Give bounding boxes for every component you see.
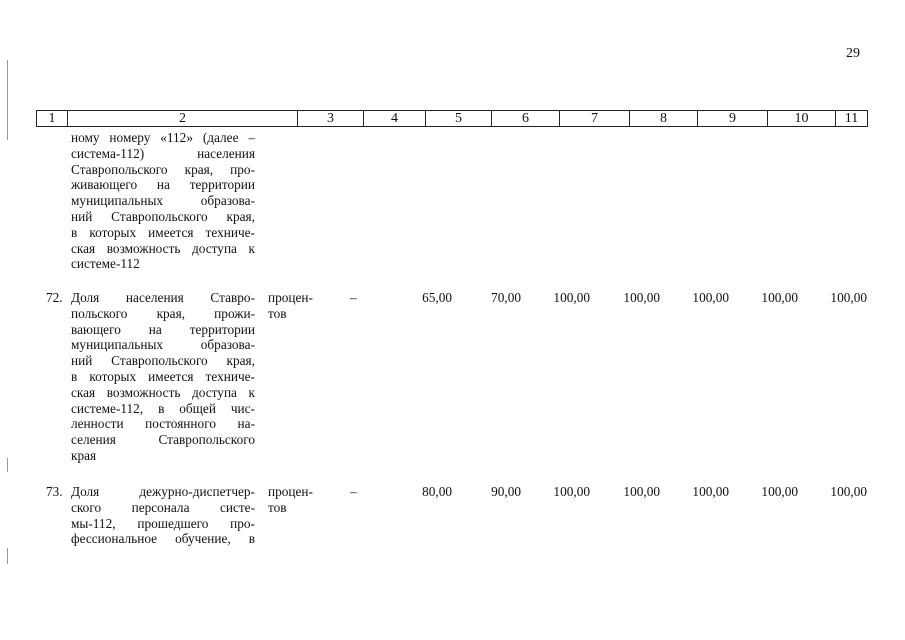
- desc-line: польского края, прожи-: [71, 305, 255, 321]
- desc-line: ному номеру «112» (далее –: [71, 130, 255, 145]
- row-number: 72.: [46, 290, 63, 305]
- header-cell-2: 2: [67, 111, 297, 126]
- header-cell-3: 3: [297, 111, 363, 126]
- scan-margin-mark: [7, 548, 8, 564]
- desc-line: ская возможность доступа к: [71, 240, 255, 256]
- value-col8: 100,00: [623, 484, 660, 499]
- desc-line: системе-112, в общей чис-: [71, 400, 255, 416]
- value-col5: 65,00: [422, 290, 452, 305]
- value-col9: 100,00: [692, 484, 729, 499]
- header-cell-9: 9: [697, 111, 767, 126]
- col4-value: –: [350, 290, 357, 305]
- header-cell-7: 7: [559, 111, 629, 126]
- value-col9: 100,00: [692, 290, 729, 305]
- value-col11: 100,00: [830, 484, 867, 499]
- desc-line: Доля населения Ставро-: [71, 290, 255, 305]
- desc-line: вающего на территории: [71, 321, 255, 337]
- header-cell-5: 5: [425, 111, 491, 126]
- scan-margin-mark: [7, 458, 8, 472]
- row-description: [71, 484, 255, 547]
- desc-line: система-112) населения: [71, 145, 255, 161]
- unit-line: процен-: [268, 290, 313, 305]
- header-cell-4: 4: [363, 111, 425, 126]
- desc-line: живающего на территории: [71, 177, 255, 193]
- desc-line: ленности постоянного на-: [71, 416, 255, 432]
- value-col6: 90,00: [491, 484, 521, 499]
- desc-line: фессиональное обучение, в: [71, 531, 255, 547]
- desc-line: муниципальных образова-: [71, 337, 255, 353]
- value-col8: 100,00: [623, 290, 660, 305]
- desc-line: ская возможность доступа к: [71, 384, 255, 400]
- col4-value: –: [350, 484, 357, 499]
- value-col10: 100,00: [761, 484, 798, 499]
- header-cell-8: 8: [629, 111, 697, 126]
- scan-margin-mark: [7, 60, 8, 140]
- value-col11: 100,00: [830, 290, 867, 305]
- desc-line: системе-112: [71, 256, 140, 272]
- desc-line: ний Ставропольского края,: [71, 208, 255, 224]
- row-number: 73.: [46, 484, 63, 499]
- value-col7: 100,00: [553, 484, 590, 499]
- desc-line: ского персонала систе-: [71, 499, 255, 515]
- page-number: 29: [846, 46, 860, 61]
- desc-line: в которых имеется техниче-: [71, 368, 255, 384]
- header-cell-6: 6: [491, 111, 559, 126]
- desc-line: муниципальных образова-: [71, 193, 255, 209]
- value-col6: 70,00: [491, 290, 521, 305]
- header-cell-1: 1: [48, 111, 56, 126]
- value-col7: 100,00: [553, 290, 590, 305]
- value-col10: 100,00: [761, 290, 798, 305]
- unit-cell: [268, 290, 324, 322]
- header-cell-11: 11: [835, 111, 867, 126]
- desc-line: Доля дежурно-диспетчер-: [71, 484, 255, 499]
- desc-line: Ставропольского края, про-: [71, 161, 255, 177]
- desc-line: в которых имеется техниче-: [71, 224, 255, 240]
- header-cell-10: 10: [767, 111, 835, 126]
- unit-cell: [268, 484, 324, 516]
- desc-line: ний Ставропольского края,: [71, 353, 255, 369]
- value-col5: 80,00: [422, 484, 452, 499]
- row-description: [71, 290, 255, 464]
- unit-line: процен-: [268, 484, 313, 499]
- unit-line: тов: [268, 305, 287, 321]
- unit-line: тов: [268, 499, 287, 515]
- continuation-description: [71, 130, 255, 272]
- table-header-row: [36, 110, 868, 127]
- desc-line: селения Ставропольского: [71, 432, 255, 448]
- desc-line: края: [71, 447, 97, 463]
- desc-line: мы-112, прошедшего про-: [71, 515, 255, 531]
